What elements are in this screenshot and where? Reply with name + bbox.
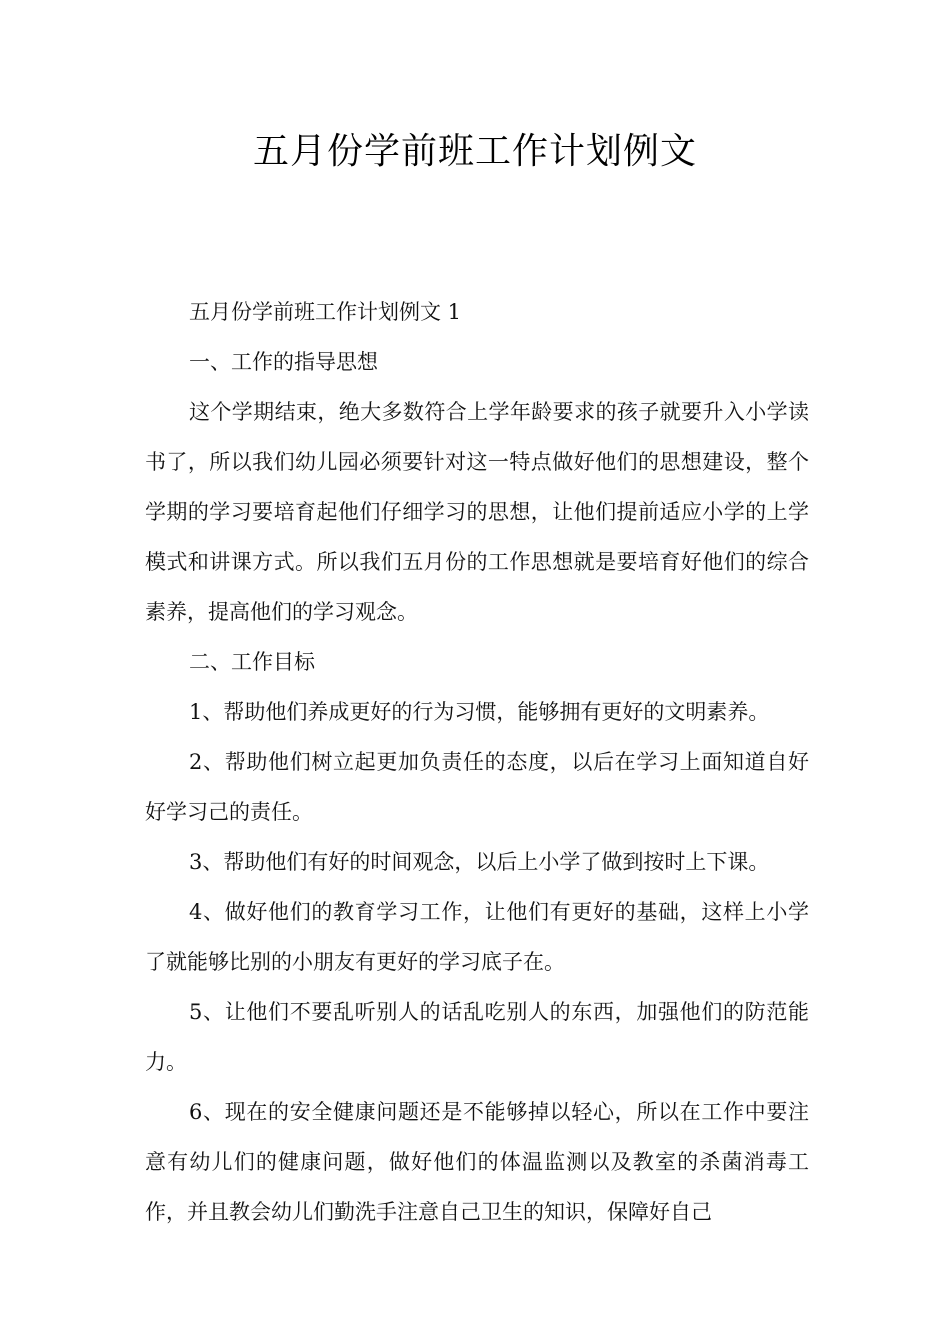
paragraph-goal-2: 2、帮助他们树立起更加负责任的态度，以后在学习上面知道自好好学习己的责任。 [145,750,809,824]
paragraph-section-heading: 五月份学前班工作计划例文 1 [189,300,462,324]
paragraph-heading-goals: 二、工作目标 [189,650,315,674]
paragraph-goal-4: 4、做好他们的教育学习工作，让他们有更好的基础，这样上小学了就能够比别的小朋友有更好的学习底子在。 [145,900,809,974]
paragraph-goal-5: 5、让他们不要乱听别人的话乱吃别人的东西，加强他们的防范能力。 [145,1000,809,1074]
paragraph-goal-3: 3、帮助他们有好的时间观念，以后上小学了做到按时上下课。 [189,850,770,874]
document-body [145,287,809,1237]
paragraph-goal-1: 1、帮助他们养成更好的行为习惯，能够拥有更好的文明素养。 [189,700,770,724]
paragraph-heading-guiding-idea: 一、工作的指导思想 [189,350,378,374]
paragraph-guiding-idea: 这个学期结束，绝大多数符合上学年龄要求的孩子就要升入小学读书了，所以我们幼儿园必须要针对这一特点做好他们的思想建设，整个学期的学习要培育起他们仔细学习的思想，让他们提前适应小学的上学模式和讲课方式。所以我们五月份的工作思想就是要培育好他们的综合素养，提高他们的学习观念。 [145,400,809,624]
paragraph-goal-6: 6、现在的安全健康问题还是不能够掉以轻心，所以在工作中要注意有幼儿们的健康问题，做好他们的体温监测以及教室的杀菌消毒工作，并且教会幼儿们勤洗手注意自己卫生的知识，保障好自己 [145,1100,809,1224]
document-title: 五月份学前班工作计划例文 [252,131,697,172]
